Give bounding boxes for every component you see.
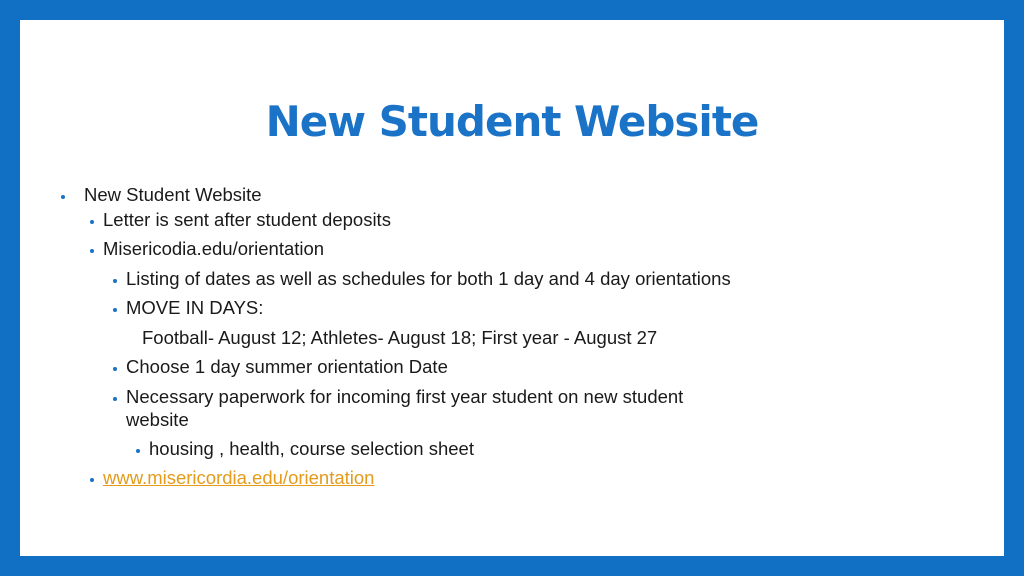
bullet-icon [90, 220, 94, 224]
bullet-icon [113, 397, 117, 401]
bullet-move-in-days: MOVE IN DAYS: [126, 297, 264, 318]
bullet-letter-sent: Letter is sent after student deposits [103, 209, 391, 230]
bullet-new-student-website: New Student Website [84, 184, 262, 205]
bullet-icon [113, 308, 117, 312]
bullet-icon [90, 249, 94, 253]
bullet-housing-health: housing , health, course selection sheet [149, 438, 474, 459]
bullet-icon [113, 279, 117, 283]
slide [20, 20, 1004, 556]
orientation-link[interactable]: www.misericordia.edu/orientation [103, 467, 375, 488]
bullet-icon [136, 449, 140, 453]
bullet-listing-dates: Listing of dates as well as schedules for both 1 day and 4 day orientations [126, 268, 731, 289]
bullet-choose-date: Choose 1 day summer orientation Date [126, 356, 448, 377]
bullet-icon [90, 478, 94, 482]
slide-title: New Student Website [265, 97, 759, 146]
bullet-orientation-url: Misericodia.edu/orientation [103, 238, 325, 259]
bullet-icon [113, 367, 117, 371]
bullet-icon [61, 195, 65, 199]
move-in-days-detail: Football- August 12; Athletes- August 18; First year - August 27 [142, 327, 658, 348]
bullet-paperwork: Necessary paperwork for incoming first year student on new student [126, 386, 684, 407]
bullet-paperwork-continued: website [126, 409, 189, 430]
